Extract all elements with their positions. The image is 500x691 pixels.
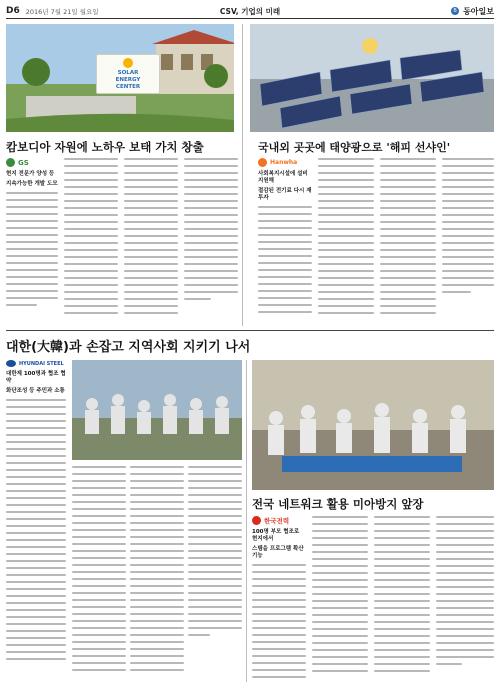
section-divider: [6, 330, 494, 331]
sign-line-2: ENERGY: [115, 76, 141, 83]
article-2-headline: 국내외 곳곳에 태양광으로 '해피 선샤인': [258, 141, 451, 154]
sign-line-1: SOLAR: [117, 69, 139, 76]
sign-line-3: CENTER: [115, 83, 141, 90]
article-4-subhead-1: 100명 부모 협조로 현지에서: [252, 529, 300, 542]
article-2-body-col-3: [380, 158, 436, 323]
article-1-body-col-3: [124, 158, 178, 323]
article-4-sidebar: [252, 516, 306, 682]
article-2-sidebar: [258, 158, 312, 323]
gs-logo: GS: [6, 158, 58, 167]
volunteers-illustration: [72, 360, 242, 460]
hanwha-logo: Hanwha: [258, 158, 312, 167]
article-3-sidebar: [6, 360, 66, 680]
article-3-subhead-1: 대한제 100명과 협조 협약: [6, 371, 66, 384]
badge-icon: B: [451, 7, 459, 15]
header-rule: [6, 18, 494, 19]
article-1-subhead-2: 지속가능한 개발 도모: [6, 181, 58, 187]
article-4-body-col-4: [436, 516, 494, 682]
article-2-subhead-2: 절감된 전기료 다시 재투자: [258, 188, 312, 201]
volunteer-group-photo: [72, 360, 242, 460]
column-divider: [242, 24, 243, 326]
header-right: [451, 6, 494, 17]
article-3-body-col-4: [188, 466, 242, 682]
solar-center-sign: [96, 54, 160, 94]
article-1-sidebar: [6, 158, 58, 323]
article-3-body-col-2: [72, 466, 126, 682]
article-2-body-col-4: [442, 158, 494, 323]
article-1-headline: 캄보디아 자원에 노하우 보태 가치 창출: [6, 140, 204, 154]
newspaper-name: 동아일보: [463, 5, 494, 16]
article-4-headline: 전국 네트워크 활용 미아방지 앞장: [252, 497, 424, 511]
kepco-logo-icon: [252, 516, 261, 525]
column-divider-bottom: [246, 360, 247, 682]
article-4-body-col-3: [374, 516, 430, 682]
page-header: [6, 4, 494, 18]
rooftop-solar-illustration: [250, 24, 494, 132]
hanwha-solar-photo: [250, 24, 494, 132]
article-1-body-col-4: [184, 158, 238, 323]
article-4-subhead-2: 스템을 프로그램 확산 기능: [252, 546, 304, 559]
hyundai-steel-logo: HYUNDAI STEEL: [6, 360, 66, 367]
section-title: CSV, 기업의 미래: [219, 6, 281, 16]
sun-logo-icon: [123, 58, 133, 68]
article-3-subhead-2: 화단조성 등 주민과 소통: [6, 388, 65, 394]
article-4-body-col-2: [312, 516, 368, 682]
hyundai-logo-icon: [6, 360, 16, 367]
issue-date: 2016년 7월 21일 월요일: [25, 7, 99, 16]
gs-logo-icon: [6, 158, 15, 167]
hanwha-logo-icon: [258, 158, 267, 167]
kepco-volunteers-photo: [252, 360, 494, 490]
article-3-body-col-3: [130, 466, 184, 682]
kepco-illustration: [252, 360, 494, 490]
article-2-body-col-2: [318, 158, 374, 323]
article-1-body-col-2: [64, 158, 118, 323]
article-1-subhead-1: 현지 전문가 양성 등: [6, 171, 55, 177]
solar-center-photo: [6, 24, 234, 132]
page-number: D6: [6, 6, 20, 16]
article-3-headline: 대한(大韓)과 손잡고 지역사회 지키기 나서: [6, 340, 251, 355]
kepco-logo: 한국전력: [252, 516, 306, 525]
article-2-subhead-1: 사회복지시설에 설비 지원해: [258, 171, 308, 184]
